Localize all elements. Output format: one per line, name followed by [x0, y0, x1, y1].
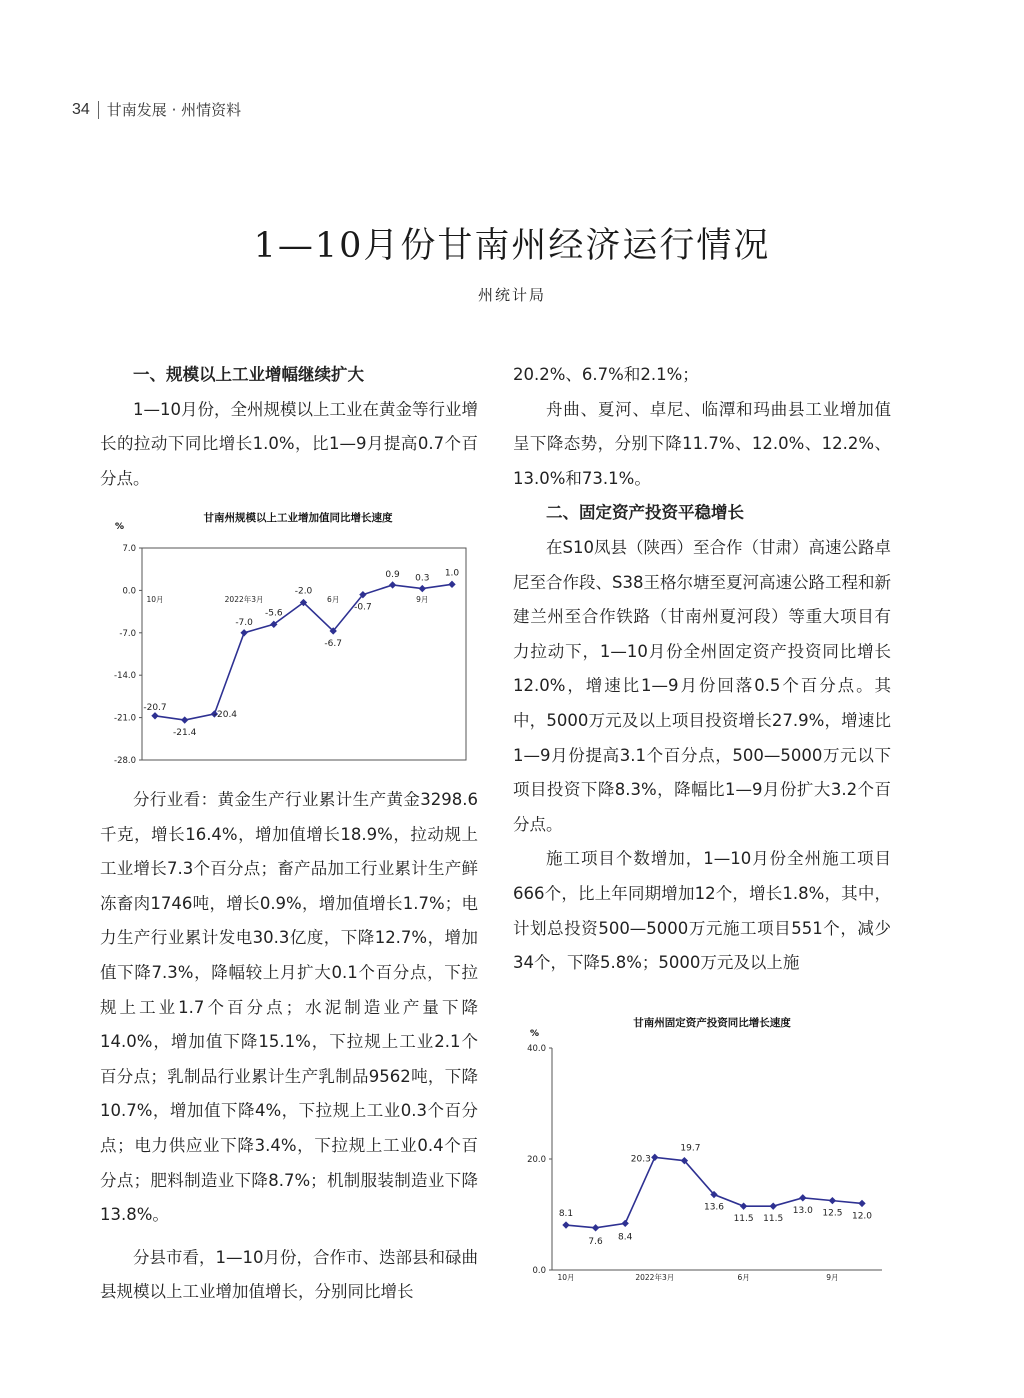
data-label: 0.9	[385, 569, 400, 580]
data-label: -20.7	[143, 702, 167, 713]
data-point	[181, 716, 188, 723]
article-title: 1—10月份甘南州经济运行情况	[253, 226, 771, 266]
data-label: 13.6	[703, 1202, 725, 1213]
y-tick-label: -7.0	[119, 628, 136, 639]
data-point	[651, 1154, 658, 1161]
data-label: 7.6	[588, 1236, 603, 1247]
data-point	[829, 1197, 836, 1204]
data-point	[622, 1220, 629, 1227]
x-tick-label: 2022年3月	[224, 595, 264, 604]
x-tick-label: 9月	[826, 1273, 839, 1282]
right-column	[513, 358, 891, 981]
data-label: -6.7	[324, 638, 342, 649]
data-label: -0.7	[354, 602, 372, 613]
chart-title: 甘南州固定资产投资同比增长速度	[633, 1017, 791, 1029]
data-label: -20.4	[213, 709, 238, 720]
data-label: 20.3	[630, 1154, 651, 1165]
data-point	[592, 1224, 599, 1231]
y-tick-label: -28.0	[114, 756, 136, 766]
x-tick-label: 6月	[327, 595, 340, 604]
data-point	[740, 1202, 747, 1209]
data-point	[562, 1221, 569, 1228]
left-column-top	[100, 358, 478, 496]
x-tick-label: 2022年3月	[635, 1273, 675, 1282]
page-header	[72, 99, 241, 120]
y-tick-label: -21.0	[114, 713, 136, 724]
x-tick-label: 10月	[557, 1273, 575, 1282]
y-tick-label: 20.0	[527, 1155, 546, 1165]
data-point	[389, 581, 396, 588]
data-label: -21.4	[173, 728, 197, 739]
paragraph-by-county: 分县市看，1—10月份，合作市、迭部县和碌曲县规模以上工业增加值增长，分别同比增长	[100, 1247, 478, 1302]
data-point	[240, 629, 247, 636]
header-divider	[98, 101, 99, 119]
data-label: 11.5	[733, 1214, 754, 1225]
industrial-growth-chart	[100, 505, 480, 775]
data-label: 12.0	[851, 1211, 873, 1222]
y-tick-label: -14.0	[114, 671, 136, 682]
y-axis-unit: %	[530, 1029, 540, 1039]
data-point	[799, 1194, 806, 1201]
section-heading-investment: 二、固定资产投资平稳增长	[546, 503, 744, 523]
data-point	[770, 1202, 777, 1209]
y-tick-label: 7.0	[122, 544, 136, 554]
data-label: 0.3	[415, 573, 430, 584]
data-point	[419, 585, 426, 592]
article-author: 州统计局	[477, 286, 546, 304]
x-tick-label: 6月	[737, 1273, 750, 1282]
paragraph-by-industry: 分行业看：黄金生产行业累计生产黄金3298.6千克，增长16.4%，增加值增长18.9%，拉动规上工业增长7.3个百分点；畜产品加工行业累计生产鲜冻畜肉1746吨，增长0.9%，增加值增长1.7%；电力生产行业累计发电30.3亿度，下降12.7%，增加值下降7.3%，降幅较上月扩大0.1个百分点，下拉规上工业1.7个百分点；水泥制造业产量下降14.0%，增加值下降15.1%，下拉规上工业2.1个百分点；乳制品行业累计生产乳制品9562吨，下降10.7%，增加值下降4%，下拉规上工业0.3个百分点；电力供应业下降3.4%，下拉规上工业0.4个百分点；肥料制造业下降8.7%；机制服装制造业下降13.8%。	[100, 790, 478, 1225]
data-label: -2.0	[294, 586, 313, 597]
paragraph-construction-projects: 施工项目个数增加，1—10月份全州施工项目666个，比上年同期增加12个，增长1.8%，其中，计划总投资500—5000万元施工项目551个，减少34个，下降5.8%；5000万元及以上施	[513, 849, 891, 973]
data-point	[858, 1200, 865, 1207]
data-label: 8.1	[558, 1209, 574, 1220]
y-axis-unit: %	[115, 522, 125, 532]
y-tick-label: 40.0	[527, 1044, 546, 1054]
data-label: 1.0	[444, 568, 460, 579]
paragraph-investment: 在S10凤县（陕西）至合作（甘肃）高速公路卓尼至合作段、S38王格尔塘至夏河高速公路工程和新建兰州至合作铁路（甘南州夏河段）等重大项目有力拉动下，1—10月份全州固定资产投资同比增长12.0%，增速比1—9月份回落0.5个百分点。其中，5000万元及以上项目投资增长27.9%，增速比1—9月份提高3.1个百分点，500—5000万元以下项目投资下降8.3%，降幅比1—9月份扩大3.2个百分点。	[513, 537, 891, 834]
x-tick-label: 9月	[416, 595, 429, 604]
data-label: -5.6	[265, 608, 283, 619]
data-label: -7.0	[235, 617, 253, 628]
data-point	[448, 581, 455, 588]
section-heading-industry: 一、规模以上工业增幅继续扩大	[133, 365, 364, 384]
data-point	[151, 712, 158, 719]
paragraph-industry-summary: 1—10月份，全州规模以上工业在黄金等行业增长的拉动下同比增长1.0%，比1—9月提高0.7个百分点。	[100, 399, 478, 488]
paragraph-county-continued: 20.2%、6.7%和2.1%；	[513, 365, 699, 384]
page-number: 34	[72, 100, 90, 118]
chart-title: 甘南州规模以上工业增加值同比增长速度	[203, 512, 393, 524]
data-label: 13.0	[792, 1205, 813, 1216]
y-tick-label: 0.0	[122, 586, 136, 597]
data-label: 8.4	[618, 1232, 633, 1243]
data-label: 12.5	[822, 1208, 843, 1219]
paragraph-county-decline: 舟曲、夏河、卓尼、临潭和玛曲县工业增加值呈下降态势，分别下降11.7%、12.0%、12.2%、13.0%和73.1%。	[513, 399, 891, 488]
y-tick-label: 0.0	[532, 1266, 546, 1276]
data-label: 19.7	[680, 1143, 701, 1154]
publication-name: 甘南发展 · 州情资料	[106, 101, 242, 119]
x-tick-label: 10月	[146, 595, 164, 604]
data-label: 11.5	[763, 1214, 784, 1225]
left-column-bottom	[100, 783, 478, 1310]
investment-growth-chart	[512, 1010, 892, 1285]
